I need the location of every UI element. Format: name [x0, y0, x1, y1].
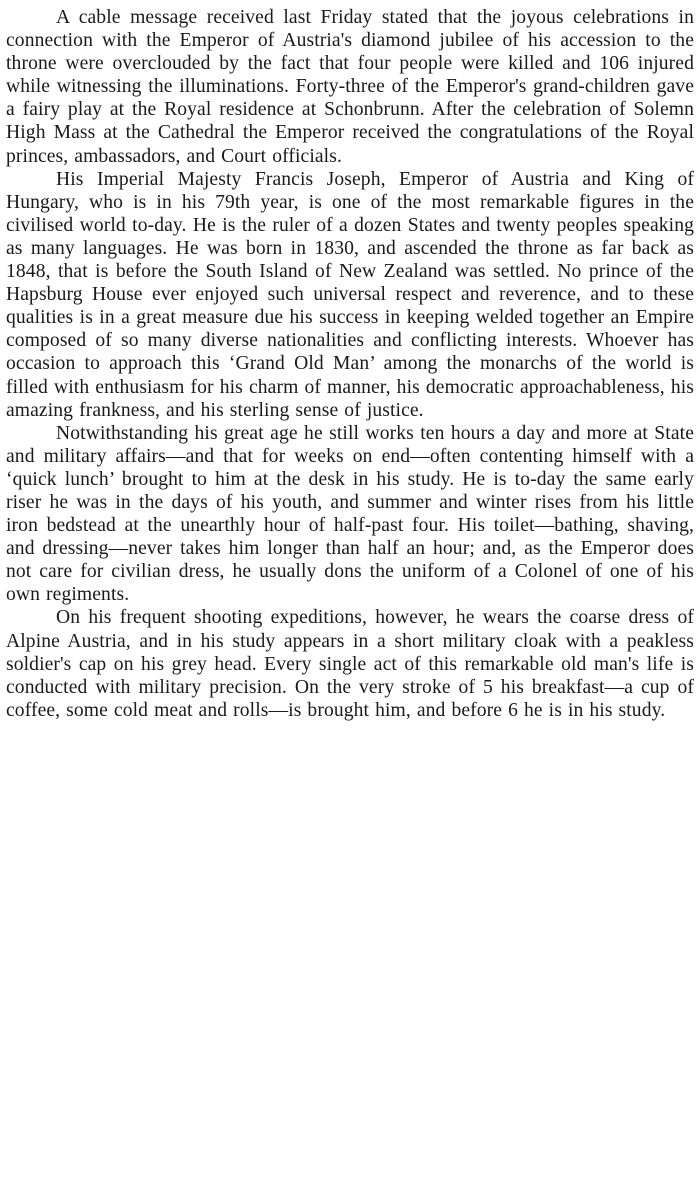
paragraph-daily-routine: Notwithstanding his great age he still works ten hours a day and more at State and military affairs—and that for weeks on end—often contenting himself with a ‘quick lunch’ brought to him at the desk in his study. He is to-day the same early riser he was in the days of his youth, and summer and winter rises from his little iron bedstead at the unearthly hour of half-past four. His toilet—bathing, shaving, and dressing—never takes him longer than half an hour; and, as the Emperor does not care for civilian dress, he usually dons the uniform of a Colonel of one of his own regiments.: [6, 422, 694, 606]
paragraph-jubilee-report: A cable message received last Friday stated that the joyous celebrations in connection with the Emperor of Austria's diamond jubilee of his accession to the throne were overclouded by the fact that four people were killed and 106 injured while witnessing the illuminations. Forty-three of the Emperor's grand-children gave a fairy play at the Royal residence at Schonbrunn. After the celebration of Solemn High Mass at the Cathedral the Emperor received the congratulations of the Royal princes, ambassadors, and Court officials.: [6, 7, 694, 167]
article-body: [6, 6, 694, 722]
paragraph-dress-and-precision: On his frequent shooting expeditions, however, he wears the coarse dress of Alpine Austria, and in his study appears in a short military cloak with a peakless soldier's cap on his grey head. Every single act of this remarkable old man's life is conducted with military precision. On the very stroke of 5 his breakfast—a cup of coffee, some cold meat and rolls—is brought him, and before 6 he is in his study.: [6, 607, 694, 721]
paragraph-emperor-profile: His Imperial Majesty Francis Joseph, Emperor of Austria and King of Hungary, who is in his 79th year, is one of the most remarkable figures in the civilised world to-day. He is the ruler of a dozen States and twenty peoples speaking as many languages. He was born in 1830, and ascended the throne as far back as 1848, that is before the South Island of New Zealand was settled. No prince of the Hapsburg House ever enjoyed such universal respect and reverence, and to these qualities is in a great measure due his success in keeping welded together an Empire composed of so many diverse nationalities and conflicting interests. Whoever has occasion to approach this ‘Grand Old Man’ among the monarchs of the world is filled with enthusiasm for his charm of manner, his democratic approachableness, his amazing frankness, and his sterling sense of justice.: [6, 168, 694, 421]
